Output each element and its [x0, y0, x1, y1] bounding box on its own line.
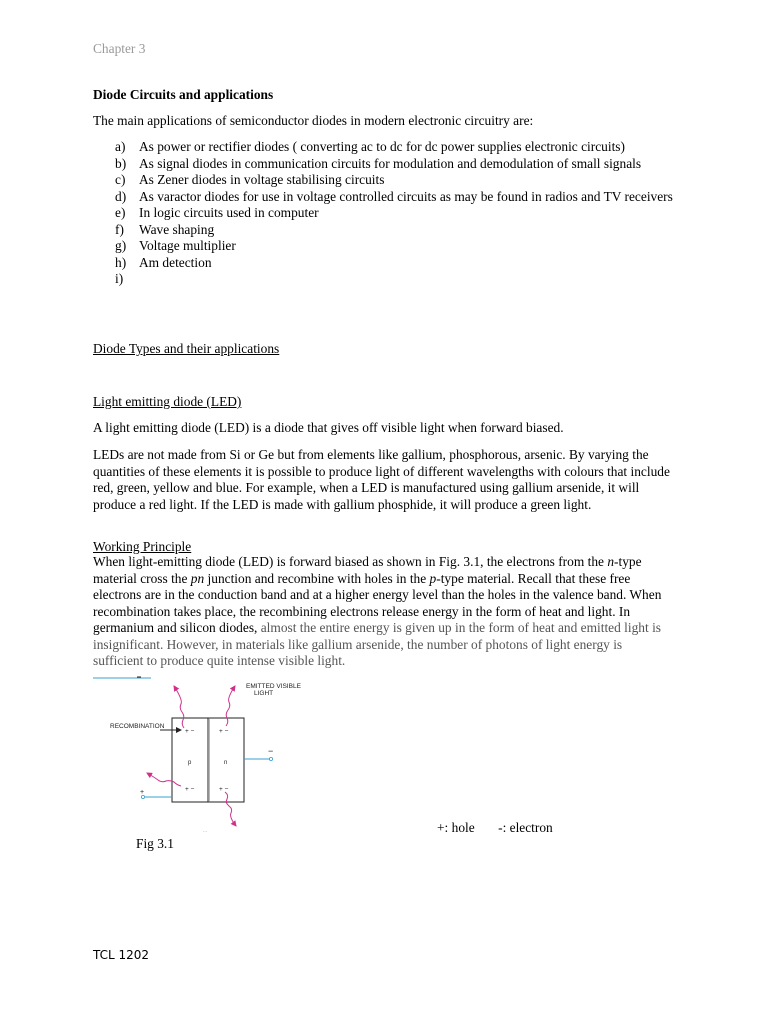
n-region-label: n [224, 760, 228, 766]
working-principle-heading: Working Principle [93, 539, 192, 554]
list-item [93, 205, 693, 222]
list-item [93, 255, 693, 272]
figure-caption: Fig 3.1 [136, 836, 174, 851]
list-item [93, 156, 693, 173]
list-item-text: As power or rectifier diodes ( converting ac to dc for dc power supplies electronic circuits) [139, 139, 625, 154]
p-region-label: p [188, 760, 192, 766]
charge-pair: + − [219, 786, 229, 793]
list-item-text: Am detection [139, 254, 212, 270]
list-item-text [139, 271, 693, 288]
emitted-light-label-2: LIGHT [254, 690, 274, 697]
list-item-text: In logic circuits used in computer [139, 205, 319, 220]
light-ray-arrow [225, 792, 236, 826]
list-marker: h) [115, 254, 127, 270]
list-marker: a) [115, 139, 126, 154]
list-item-text: Voltage multiplier [139, 238, 236, 253]
section-heading: Diode Circuits and applications [93, 87, 274, 102]
list-marker: b) [115, 155, 127, 171]
figure-legend: +: hole -: electron [437, 820, 553, 835]
list-marker: g) [115, 238, 127, 253]
list-item-text: Wave shaping [139, 221, 215, 237]
led-heading: Light emitting diode (LED) [93, 394, 242, 409]
list-marker: c) [115, 172, 126, 187]
light-ray-arrow [174, 686, 184, 728]
list-marker: f) [115, 221, 124, 237]
list-item-text: As varactor diodes for use in voltage controlled circuits as may be found in radios and TV receivers [139, 188, 673, 204]
list-item [93, 172, 693, 189]
charge-pair: + − [185, 728, 195, 735]
emitted-light-label-1: EMITTED VISIBLE [246, 683, 301, 690]
led-materials-paragraph: LEDs are not made from Si or Ge but from elements like gallium, phosphorous, arsenic. By varying the quantities of these elements it is possible to produce light of different wavelengths with colours that include red, green, yellow and blue. For example, when a LED is manufactured using gallium arsenide, it will produce a red light. If the LED is made with gallium phosphide, it will produce a green light. [93, 447, 670, 512]
list-item-text: As Zener diodes in voltage stabilising circuits [139, 172, 385, 187]
led-figure [93, 670, 333, 840]
list-item [93, 271, 693, 288]
intro-paragraph: The main applications of semiconductor diodes in modern electronic circuitry are: [93, 113, 534, 128]
list-item [93, 222, 693, 239]
working-principle-paragraph: When light-emitting diode (LED) is forward biased as shown in Fig. 3.1, the electrons from the n-type material cross the pn junction and recombine with holes in the p-type material. Recall that these free electrons are in the conduction band and at a higher energy level than the holes in the valence band. When recombination takes place, the recombining electrons release energy in the form of heat and light. In germanium and silicon diodes, almost the entire energy is given up in the form of heat and emitted light is insignificant. However, in materials like gallium arsenide, the number of photons of light energy is sufficient to produce quite intense visible light. [93, 554, 662, 668]
page-footer: TCL 1202 [93, 948, 150, 962]
light-ray-arrow [226, 686, 235, 726]
led-definition: A light emitting diode (LED) is a diode that gives off visible light when forward biased. [93, 420, 564, 435]
figure-tiny-mark: ... [203, 828, 208, 834]
list-item [93, 139, 693, 156]
charge-pair: + − [219, 728, 229, 735]
list-marker: e) [115, 205, 126, 220]
light-ray-arrow [147, 773, 181, 786]
plus-terminal-label: + [140, 789, 145, 796]
charge-pair: + − [185, 786, 195, 793]
applications-list [93, 139, 693, 288]
diode-types-heading: Diode Types and their applications [93, 341, 280, 356]
list-marker: d) [115, 188, 127, 204]
list-item-text: As signal diodes in communication circuits for modulation and demodulation of small signals [139, 155, 642, 171]
list-item [93, 238, 693, 255]
chapter-label: Chapter 3 [93, 41, 146, 56]
minus-terminal-label: − [268, 746, 274, 756]
list-item [93, 189, 693, 206]
list-marker: i) [115, 271, 124, 286]
recombination-label: RECOMBINATION [110, 723, 165, 730]
